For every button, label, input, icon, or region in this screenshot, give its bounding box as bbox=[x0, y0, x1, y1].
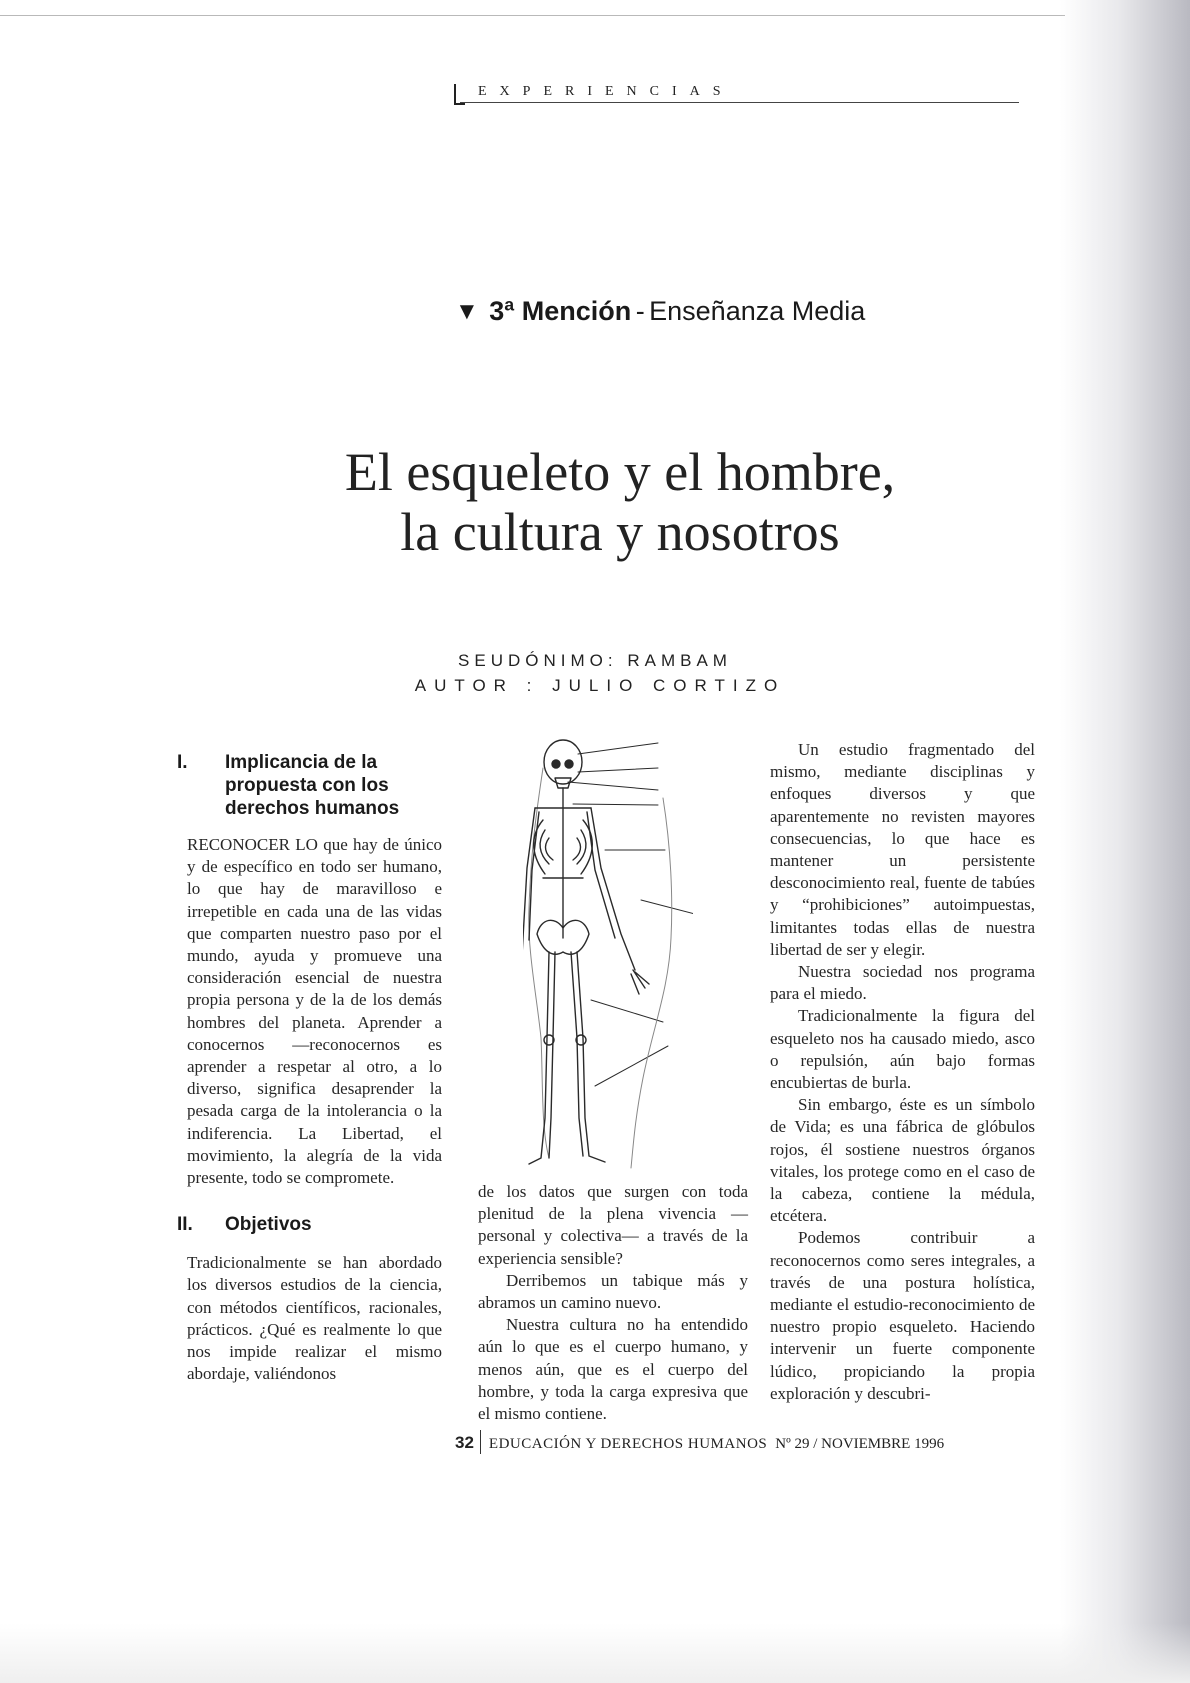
section-number-2: II. bbox=[177, 1214, 193, 1236]
spine-and-ribs bbox=[534, 788, 593, 938]
skull bbox=[544, 740, 582, 788]
column-2 bbox=[478, 1181, 748, 1425]
scan-edge-rule bbox=[0, 15, 1065, 16]
pseudonym: SEUDÓNIMO: RAMBAM bbox=[458, 651, 732, 670]
title-line-1: El esqueleto y el hombre, bbox=[344, 442, 896, 502]
section-label: EXPERIENCIAS bbox=[478, 84, 734, 99]
paragraph: RECONOCER LO que hay de único y de específico en todo ser humano, lo que hay de maravilloso e irrepetible en cada una de las vidas que comparten nuestro paso por el mundo, ayuda y promueve una consideración esencial de nuestra propia persona y de la de los demás hombres del planeta. Aprender a conocernos —reconocernos es aprender a respetar al otro, a lo diverso, significa desaprender la pesada carga de la intolerancia o la indiferencia. La Libertad, el movimiento, la alegría de la vida presente, todo se compromete. bbox=[187, 835, 442, 1188]
legs bbox=[529, 952, 605, 1164]
skeleton-illustration bbox=[523, 738, 693, 1178]
section-title-2: Objetivos bbox=[225, 1214, 312, 1236]
header-rule bbox=[460, 102, 1019, 103]
body-outline bbox=[529, 768, 672, 1168]
section-number-1: I. bbox=[177, 752, 188, 773]
mention-number: 3ª Mención bbox=[489, 296, 632, 326]
mention-heading bbox=[455, 296, 865, 327]
publication-name: EDUCACIÓN Y DERECHOS HUMANOS bbox=[488, 1436, 768, 1452]
paragraph: Podemos contribuir a reconocernos como seres integrales, a través de una postura holística, mediante el estudio-reconocimiento de nuestro propio esqueleto. Haciendo intervenir un fuerte componente lúdico, propiciando la propia exploración y descubri- bbox=[770, 1228, 1035, 1403]
page-number: 32 bbox=[455, 1433, 474, 1452]
section-heading-1 bbox=[177, 751, 442, 820]
section-title-1: Implicancia de la propuesta con los derechos humanos bbox=[225, 752, 400, 819]
title-line-2: la cultura y nosotros bbox=[400, 502, 840, 562]
section-header bbox=[454, 82, 1019, 104]
page-footer bbox=[455, 1430, 944, 1454]
triangle-down-icon: ▼ bbox=[455, 298, 479, 325]
paragraph: Nuestra sociedad nos programa para el miedo. bbox=[770, 962, 1035, 1004]
paragraph: de los datos que surgen con toda plenitud de la plena vivencia —personal y colectiva— a través de la experiencia sensible? bbox=[478, 1182, 748, 1268]
footer-divider bbox=[480, 1430, 481, 1454]
callout-lines bbox=[568, 743, 693, 1086]
paragraph: Nuestra cultura no ha entendido aún lo que es el cuerpo humano, y menos aún, que es el cuerpo del hombre, y toda la carga expresiva que el mismo contiene. bbox=[478, 1315, 748, 1424]
mention-separator: - bbox=[635, 296, 645, 326]
page-bottom-shadow bbox=[0, 1623, 1190, 1683]
paragraph: Sin embargo, éste es un símbolo de Vida; es una fábrica de glóbulos rojos, él sostiene nuestros órganos vitales, los protege como en el caso de la cabeza, contiene la médula, etcétera. bbox=[770, 1095, 1035, 1226]
issue-info: Nº 29 / NOVIEMBRE 1996 bbox=[775, 1436, 945, 1452]
mention-category: Enseñanza Media bbox=[649, 296, 866, 326]
paragraph: Tradicionalmente se han abordado los diversos estudios de la ciencia, con métodos científicos, racionales, prácticos. ¿Qué es realmente lo que nos impide realizar el mismo abordaje, valiéndonos bbox=[187, 1253, 442, 1384]
page-edge-shadow bbox=[1060, 0, 1190, 1683]
article-title bbox=[180, 442, 1060, 562]
paragraph: Derribemos un tabique más y abramos un camino nuevo. bbox=[478, 1270, 748, 1313]
column-3 bbox=[770, 739, 1035, 1405]
section-heading-2 bbox=[177, 1213, 442, 1236]
author: AUTOR : JULIO CORTIZO bbox=[414, 676, 786, 695]
column-1 bbox=[177, 751, 442, 1385]
paragraph: Un estudio fragmentado del mismo, mediante disciplinas y enfoques diversos y que aparentemente no revisten mayores consecuencias, lo que hace es mantener un persistente desconocimiento real, fuente de tabúes y “prohibiciones” autoimpuestas, limitantes todas ellas de nuestra libertad de ser y elegir. bbox=[770, 740, 1035, 959]
paragraph: Tradicionalmente la figura del esqueleto nos ha causado miedo, asco o repulsión, aún bajo formas encubiertas de burla. bbox=[770, 1006, 1035, 1093]
